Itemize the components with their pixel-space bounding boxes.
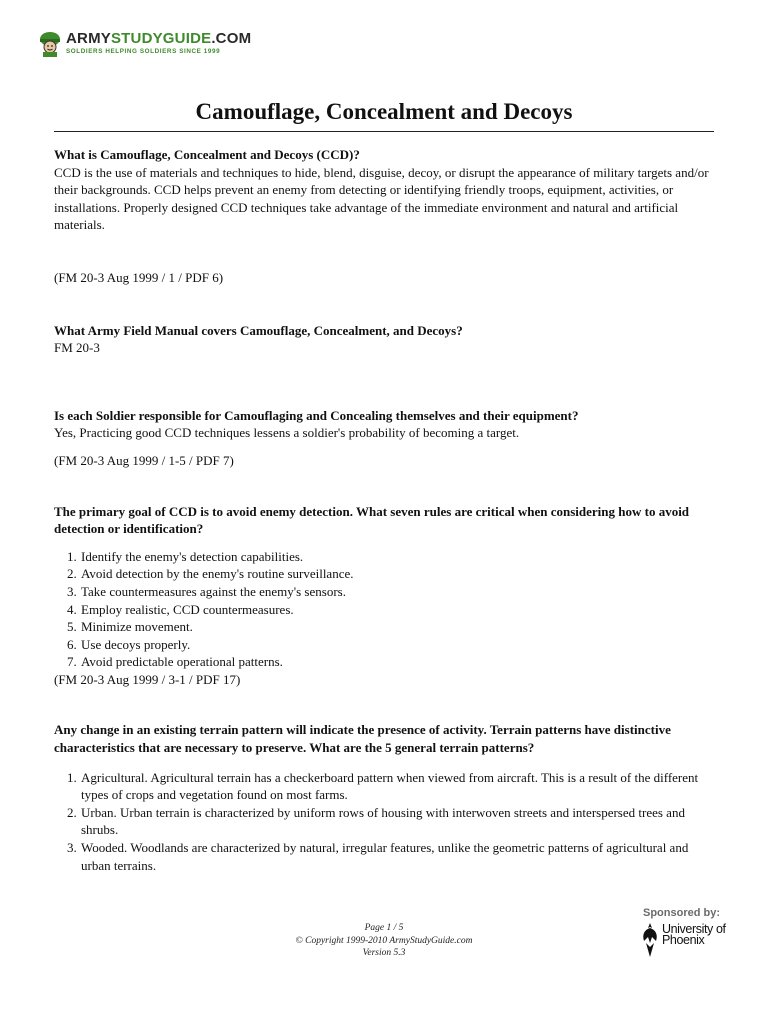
document-body: [54, 146, 720, 874]
reference: (FM 20-3 Aug 1999 / 3-1 / PDF 17): [54, 671, 241, 687]
copyright: © Copyright 1999-2010 ArmyStudyGuide.com: [295, 935, 473, 946]
sponsor-name: [662, 924, 726, 946]
question: The primary goal of CCD is to avoid enemy detection. What seven rules are critical when considering how to avoid detection or identification?: [54, 503, 690, 537]
question: What Army Field Manual covers Camouflage, Concealment, and Decoys?: [54, 322, 463, 338]
list-item: 4. Employ realistic, CCD countermeasures.: [80, 601, 720, 619]
page-footer: [234, 922, 534, 960]
question: Is each Soldier responsible for Camouflaging and Concealing themselves and their equipment?: [54, 407, 579, 423]
sponsor-name-line1: University of: [662, 922, 726, 936]
brand-tagline: SOLDIERS HELPING SOLDIERS SINCE 1999: [66, 48, 221, 55]
version: Version 5.3: [362, 948, 406, 958]
reference: (FM 20-3 Aug 1999 / 1-5 / PDF 7): [54, 452, 234, 468]
qa-section: [54, 503, 720, 689]
list-item: 5. Minimize movement.: [80, 618, 720, 636]
page-title: Camouflage, Concealment and Decoys: [195, 99, 573, 124]
question: What is Camouflage, Concealment and Decoys (CCD)?: [54, 147, 360, 162]
brand-name-accent: STUDYGUIDE: [110, 30, 212, 47]
brand-name-tld: .COM: [211, 30, 252, 47]
list-item: 2. Urban. Urban terrain is characterized by uniform rows of housing with interwoven streets and interspersed trees and shrubs.: [80, 804, 720, 839]
list-item: 1. Agricultural. Agricultural terrain has a checkerboard pattern when viewed from aircraft. This is a result of the different types of crops and vegetation found on most farms.: [80, 769, 720, 804]
reference: (FM 20-3 Aug 1999 / 1 / PDF 6): [54, 269, 224, 285]
brand-name: [66, 30, 251, 47]
brand-name-dark: ARMY: [66, 30, 111, 47]
page-number: Page 1 / 5: [364, 923, 404, 933]
qa-section: [54, 721, 720, 874]
answer: Yes, Practicing good CCD techniques lessens a soldier's probability of becoming a target.: [54, 425, 520, 441]
answer: FM 20-3: [54, 340, 100, 356]
qa-section: [54, 146, 720, 287]
soldier-helmet-icon: [38, 31, 62, 57]
rules-list: [54, 548, 720, 671]
site-logo[interactable]: [38, 30, 252, 60]
title-divider: [54, 131, 714, 132]
terrain-list: [54, 769, 720, 875]
list-item: 7. Avoid predictable operational patterns.: [80, 653, 720, 671]
list-item: 3. Take countermeasures against the enemy's sensors.: [80, 583, 720, 601]
sponsor-name-line2: Phoenix: [662, 933, 705, 947]
list-item: 2. Avoid detection by the enemy's routine surveillance.: [80, 565, 720, 583]
qa-section: [54, 407, 720, 470]
phoenix-bird-icon: [640, 921, 660, 959]
list-item: 3. Wooded. Woodlands are characterized by natural, irregular features, unlike the geometric patterns of agricultural and urban terrains.: [80, 839, 720, 874]
question: Any change in an existing terrain pattern will indicate the presence of activity. Terrain patterns have distinctive characteristics that are necessary to preserve. What are the 5 general terrain patterns?: [54, 722, 671, 756]
sponsor-label: Sponsored by:: [643, 907, 721, 919]
list-item: 6. Use decoys properly.: [80, 636, 720, 654]
qa-section: [54, 322, 720, 357]
answer: CCD is the use of materials and techniques to hide, blend, disguise, decoy, or disrupt the appearance of military targets and/or their backgrounds. CCD helps prevent an enemy from detecting or identifying friendly troops, equipment, activities, or installations. Properly designed CCD techniques take advantage of the immediate environment and natural and artificial materials.: [54, 164, 709, 233]
sponsor-logo[interactable]: [640, 921, 735, 961]
list-item: 1. Identify the enemy's detection capabilities.: [80, 548, 720, 566]
